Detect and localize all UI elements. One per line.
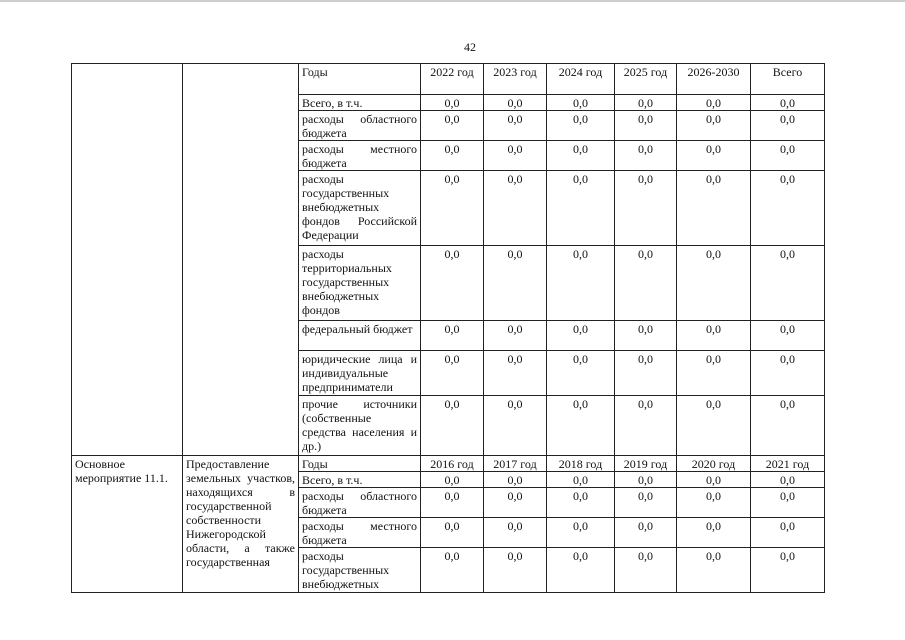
value-cell: 0,0 [677, 396, 751, 456]
value-cell: 0,0 [484, 518, 547, 548]
year-header: 2025 год [615, 64, 677, 95]
value-cell: 0,0 [615, 548, 677, 593]
value-cell: 0,0 [421, 488, 484, 518]
value-cell: 0,0 [421, 95, 484, 111]
value-cell: 0,0 [421, 472, 484, 488]
value-cell: 0,0 [421, 351, 484, 396]
year-header: Всего [751, 64, 825, 95]
value-cell: 0,0 [421, 548, 484, 593]
value-cell: 0,0 [677, 95, 751, 111]
value-cell: 0,0 [484, 351, 547, 396]
row-label: Всего, в т.ч. [299, 472, 421, 488]
row-label: федеральный бюджет [299, 321, 421, 351]
value-cell: 0,0 [751, 351, 825, 396]
row-label: расходы областного бюджета [299, 488, 421, 518]
row-label: расходы государственных внебюджетных [299, 548, 421, 593]
measure-cell: Основное мероприятие 11.1. [72, 456, 183, 593]
value-cell: 0,0 [615, 95, 677, 111]
value-cell: 0,0 [615, 171, 677, 246]
row-label: расходы местного бюджета [299, 518, 421, 548]
value-cell: 0,0 [547, 351, 615, 396]
value-cell: 0,0 [677, 548, 751, 593]
value-cell: 0,0 [484, 472, 547, 488]
year-header: 2019 год [615, 456, 677, 472]
value-cell: 0,0 [484, 95, 547, 111]
value-cell: 0,0 [677, 141, 751, 171]
budget-table [71, 63, 825, 593]
row-label: расходы государственных внебюджетных фондов Российской Федерации [299, 171, 421, 246]
value-cell: 0,0 [547, 95, 615, 111]
value-cell: 0,0 [547, 472, 615, 488]
value-cell: 0,0 [484, 321, 547, 351]
value-cell: 0,0 [615, 141, 677, 171]
row-label: расходы местного бюджета [299, 141, 421, 171]
table-header-row [72, 456, 825, 472]
value-cell: 0,0 [547, 321, 615, 351]
value-cell: 0,0 [615, 488, 677, 518]
value-cell: 0,0 [751, 472, 825, 488]
year-header: 2016 год [421, 456, 484, 472]
year-header: 2021 год [751, 456, 825, 472]
table-header-row [72, 64, 825, 95]
value-cell: 0,0 [615, 321, 677, 351]
value-cell: 0,0 [751, 246, 825, 321]
value-cell: 0,0 [421, 518, 484, 548]
value-cell: 0,0 [615, 246, 677, 321]
value-cell: 0,0 [677, 246, 751, 321]
description-cell: Предоставление земельных участков, находящихся в государственной собственности Нижегородской области, а также государственная [183, 456, 299, 593]
value-cell: 0,0 [547, 246, 615, 321]
value-cell: 0,0 [484, 488, 547, 518]
year-header: 2020 год [677, 456, 751, 472]
value-cell: 0,0 [547, 548, 615, 593]
row-label: расходы областного бюджета [299, 111, 421, 141]
value-cell: 0,0 [484, 141, 547, 171]
value-cell: 0,0 [751, 548, 825, 593]
value-cell: 0,0 [615, 472, 677, 488]
value-cell: 0,0 [547, 488, 615, 518]
value-cell: 0,0 [615, 111, 677, 141]
page-number: 42 [464, 40, 476, 54]
value-cell: 0,0 [677, 351, 751, 396]
row-label: расходы территориальных государственных внебюджетных фондов [299, 246, 421, 321]
value-cell: 0,0 [677, 488, 751, 518]
value-cell: 0,0 [751, 171, 825, 246]
value-cell: 0,0 [677, 321, 751, 351]
row-label: юридические лица и индивидуальные предприниматели [299, 351, 421, 396]
value-cell: 0,0 [751, 488, 825, 518]
value-cell: 0,0 [677, 472, 751, 488]
value-cell: 0,0 [421, 141, 484, 171]
value-cell: 0,0 [615, 518, 677, 548]
measure-cell-empty [72, 64, 183, 456]
value-cell: 0,0 [484, 111, 547, 141]
value-cell: 0,0 [751, 111, 825, 141]
scan-edge [0, 0, 905, 2]
value-cell: 0,0 [615, 396, 677, 456]
value-cell: 0,0 [484, 246, 547, 321]
description-cell-empty [183, 64, 299, 456]
value-cell: 0,0 [421, 171, 484, 246]
value-cell: 0,0 [677, 111, 751, 141]
value-cell: 0,0 [484, 396, 547, 456]
value-cell: 0,0 [484, 171, 547, 246]
row-label: Всего, в т.ч. [299, 95, 421, 111]
value-cell: 0,0 [751, 321, 825, 351]
value-cell: 0,0 [547, 396, 615, 456]
year-header: 2022 год [421, 64, 484, 95]
value-cell: 0,0 [421, 321, 484, 351]
value-cell: 0,0 [751, 396, 825, 456]
year-header: 2018 год [547, 456, 615, 472]
header-label: Годы [299, 456, 421, 472]
value-cell: 0,0 [484, 548, 547, 593]
value-cell: 0,0 [615, 351, 677, 396]
value-cell: 0,0 [547, 171, 615, 246]
value-cell: 0,0 [421, 111, 484, 141]
value-cell: 0,0 [547, 111, 615, 141]
year-header: 2017 год [484, 456, 547, 472]
header-label: Годы [299, 64, 421, 95]
year-header: 2024 год [547, 64, 615, 95]
year-header: 2026-2030 [677, 64, 751, 95]
value-cell: 0,0 [547, 518, 615, 548]
value-cell: 0,0 [751, 95, 825, 111]
value-cell: 0,0 [677, 518, 751, 548]
value-cell: 0,0 [421, 246, 484, 321]
row-label: прочие источники (собственные средства населения и др.) [299, 396, 421, 456]
year-header: 2023 год [484, 64, 547, 95]
value-cell: 0,0 [751, 518, 825, 548]
value-cell: 0,0 [751, 141, 825, 171]
value-cell: 0,0 [547, 141, 615, 171]
value-cell: 0,0 [421, 396, 484, 456]
value-cell: 0,0 [677, 171, 751, 246]
